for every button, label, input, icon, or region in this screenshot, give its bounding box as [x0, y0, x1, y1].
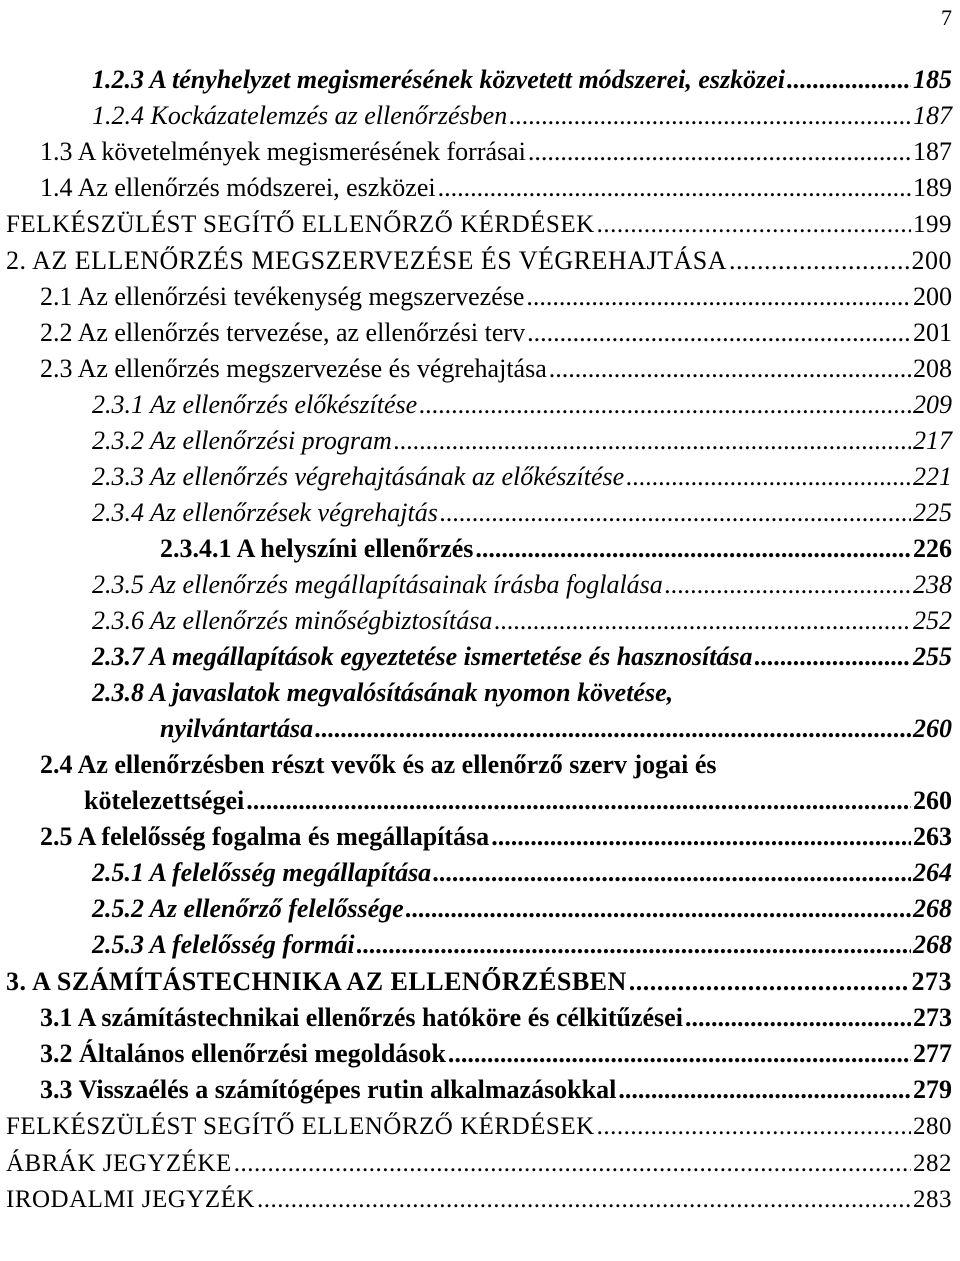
- toc-entry-label: 3. A SZÁMÍTÁSTECHNIKA AZ ELLENŐRZÉSBEN: [6, 967, 627, 996]
- toc-entry-label: 1.3 A követelmények megismerésének forrásai: [40, 137, 526, 166]
- toc-entry-2-3-8[interactable]: [160, 711, 952, 747]
- toc-leader-dots: [440, 495, 911, 531]
- toc-leader-dots: [549, 351, 911, 387]
- toc-leader-dots: [729, 243, 910, 279]
- toc-leader-dots: [419, 387, 911, 423]
- toc-entry-page: 217: [913, 426, 952, 455]
- toc-entry-label: 3.1 A számítástechnikai ellenőrzés hatóköre és célkitűzései: [40, 1003, 683, 1032]
- toc-leader-dots: [618, 1072, 911, 1108]
- toc-entry-label: 2.5.2 Az ellenőrző felelőssége: [92, 894, 404, 923]
- toc-entry-review-questions-1[interactable]: [6, 207, 952, 243]
- toc-entry-page: 273: [913, 1003, 952, 1032]
- toc-entry-2-3-4[interactable]: [92, 495, 952, 531]
- toc-leader-dots: [246, 783, 911, 819]
- toc-entry-2-4[interactable]: [84, 783, 952, 819]
- toc-leader-dots: [527, 315, 911, 351]
- toc-entry-1-2-3[interactable]: [92, 62, 952, 98]
- toc-entry-page: 185: [913, 65, 952, 94]
- toc-entry-label: 2.3.4 Az ellenőrzések végrehajtás: [92, 498, 438, 527]
- toc-entry-label: 1.2.3 A tényhelyzet megismerésének közvetett módszerei, eszközei: [92, 65, 785, 94]
- toc-entry-page: 263: [913, 822, 952, 851]
- toc-entry-2-3[interactable]: [40, 351, 952, 387]
- toc-entry-page: 252: [913, 606, 952, 635]
- toc-entry-label: 2.3.6 Az ellenőrzés minőségbiztosítása: [92, 606, 493, 635]
- toc-entry-label: 2.3.4.1 A helyszíni ellenőrzés: [160, 534, 474, 563]
- toc-entry-label: ÁBRÁK JEGYZÉKE: [6, 1150, 232, 1177]
- toc-entry-2-2[interactable]: [40, 315, 952, 351]
- toc-entry-page: 260: [913, 714, 952, 743]
- toc-leader-dots: [433, 855, 911, 891]
- toc-entry-page: 238: [913, 570, 952, 599]
- toc-leader-dots: [626, 459, 911, 495]
- toc-entry-page: 277: [913, 1039, 952, 1068]
- toc-entry-page: 255: [913, 642, 952, 671]
- toc-entry-page: 208: [913, 354, 952, 383]
- toc-entry-2-3-4-1[interactable]: [160, 531, 952, 567]
- toc-leader-dots: [257, 1182, 911, 1218]
- toc-entry-label: 2.5 A felelősség fogalma és megállapítása: [40, 822, 490, 851]
- toc-leader-dots: [475, 531, 911, 567]
- toc-leader-dots: [685, 1000, 911, 1036]
- toc-leader-dots: [597, 207, 911, 243]
- toc-entry-label: 2.3.3 Az ellenőrzés végrehajtásának az előkészítése: [92, 462, 625, 491]
- toc-entry-page: 189: [913, 173, 952, 202]
- toc-entry-3-2[interactable]: [40, 1036, 952, 1072]
- toc-leader-dots: [357, 927, 911, 963]
- toc-entry-2-3-6[interactable]: [92, 603, 952, 639]
- toc-entry-page: 201: [913, 318, 952, 347]
- toc-entry-3-1[interactable]: [40, 1000, 952, 1036]
- page-number: 7: [941, 5, 952, 30]
- toc-leader-dots: [755, 639, 911, 675]
- toc-entry-label: IRODALMI JEGYZÉK: [6, 1186, 255, 1213]
- toc-leader-dots: [491, 819, 911, 855]
- toc-entry-page: 209: [913, 390, 952, 419]
- toc-entry-label: 2.5.3 A felelősség formái: [92, 930, 355, 959]
- toc-entry-label: 2.1 Az ellenőrzési tevékenység megszervezése: [40, 282, 525, 311]
- toc-leader-dots: [234, 1146, 911, 1182]
- toc-entry-label: 2.5.1 A felelősség megállapítása: [92, 858, 432, 887]
- toc-entry-2-3-7[interactable]: [92, 639, 952, 675]
- toc-leader-dots: [509, 98, 911, 134]
- toc-entry-page: 282: [913, 1150, 952, 1177]
- toc-leader-dots: [394, 423, 911, 459]
- toc-leader-dots: [406, 891, 911, 927]
- toc-leader-dots: [597, 1109, 911, 1145]
- toc-leader-dots: [629, 964, 910, 1000]
- toc-entry-2-4-first-line: 2.4 Az ellenőrzésben részt vevők és az ellenőrző szerv jogai és: [40, 750, 717, 779]
- toc-entry-page: 200: [911, 246, 952, 275]
- toc-entry-bibliography[interactable]: [6, 1182, 952, 1218]
- toc-entry-2-3-3[interactable]: [92, 459, 952, 495]
- toc-entry-2-5-1[interactable]: [92, 855, 952, 891]
- toc-entry-figures-list[interactable]: [6, 1146, 952, 1182]
- toc-entry-page: 260: [913, 786, 952, 815]
- toc-entry-page: 268: [913, 930, 952, 959]
- toc-entry-label: 2.3.7 A megállapítások egyeztetése ismertetése és hasznosítása: [92, 642, 753, 671]
- toc-entry-page: 200: [913, 282, 952, 311]
- toc-entry-page: 187: [913, 101, 952, 130]
- toc-entry-page: 225: [913, 498, 952, 527]
- toc-entry-label: 3.2 Általános ellenőrzési megoldások: [40, 1039, 446, 1068]
- toc-leader-dots: [494, 603, 911, 639]
- toc-entry-label: 2.3.5 Az ellenőrzés megállapításainak írásba foglalása: [92, 570, 663, 599]
- toc-entry-2-5[interactable]: [40, 819, 952, 855]
- toc-entry-chapter-2[interactable]: [6, 243, 952, 279]
- toc-entry-label: 1.4 Az ellenőrzés módszerei, eszközei: [40, 173, 436, 202]
- toc-entry-label: 2.3.2 Az ellenőrzési program: [92, 426, 392, 455]
- toc-entry-label: FELKÉSZÜLÉST SEGÍTŐ ELLENŐRZŐ KÉRDÉSEK: [6, 211, 595, 238]
- toc-entry-3-3[interactable]: [40, 1072, 952, 1108]
- toc-entry-2-5-2[interactable]: [92, 891, 952, 927]
- toc-entry-1-4[interactable]: [40, 170, 952, 206]
- toc-entry-chapter-3[interactable]: [6, 964, 952, 1000]
- toc-entry-label: 1.2.4 Kockázatelemzés az ellenőrzésben: [92, 101, 508, 130]
- toc-entry-page: 187: [913, 137, 952, 166]
- toc-leader-dots: [665, 567, 911, 603]
- toc-entry-2-1[interactable]: [40, 279, 952, 315]
- toc-entry-2-3-2[interactable]: [92, 423, 952, 459]
- toc-entry-page: 221: [913, 462, 952, 491]
- toc-entry-label: 2. AZ ELLENŐRZÉS MEGSZERVEZÉSE ÉS VÉGREHAJTÁSA: [6, 246, 727, 275]
- toc-entry-2-3-5[interactable]: [92, 567, 952, 603]
- toc-leader-dots: [526, 279, 911, 315]
- toc-leader-dots: [448, 1036, 911, 1072]
- toc-entry-page: 280: [913, 1113, 952, 1140]
- toc-entry-page: 264: [913, 858, 952, 887]
- toc-entry-1-2-4[interactable]: [92, 98, 952, 134]
- toc-entry-2-3-8-first-line: 2.3.8 A javaslatok megvalósításának nyomon követése,: [92, 678, 674, 707]
- toc-entry-page: 226: [913, 534, 952, 563]
- toc-entry-2-3-1[interactable]: [92, 387, 952, 423]
- toc-entry-label: 2.3 Az ellenőrzés megszervezése és végrehajtása: [40, 354, 547, 383]
- toc-entry-page: 279: [913, 1075, 952, 1104]
- toc-entry-page: 283: [913, 1186, 952, 1213]
- toc-entry-review-questions-2[interactable]: [6, 1109, 952, 1145]
- toc-entry-label: 2.3.1 Az ellenőrzés előkészítése: [92, 390, 418, 419]
- toc-entry-1-3[interactable]: [40, 134, 952, 170]
- toc-entry-label: 2.2 Az ellenőrzés tervezése, az ellenőrzési terv: [40, 318, 526, 347]
- toc-leader-dots: [438, 170, 911, 206]
- toc-entry-page: 273: [911, 967, 952, 996]
- toc-entry-label: kötelezettségei: [84, 786, 245, 815]
- toc-leader-dots: [315, 711, 911, 747]
- toc-entry-2-5-3[interactable]: [92, 927, 952, 963]
- toc-entry-label: nyilvántartása: [160, 714, 314, 743]
- toc-leader-dots: [787, 62, 911, 98]
- toc-entry-page: 268: [913, 894, 952, 923]
- toc-entry-page: 199: [913, 211, 952, 238]
- toc-entry-label: FELKÉSZÜLÉST SEGÍTŐ ELLENŐRZŐ KÉRDÉSEK: [6, 1113, 595, 1140]
- toc-entry-label: 3.3 Visszaélés a számítógépes rutin alkalmazásokkal: [40, 1075, 617, 1104]
- toc-leader-dots: [528, 134, 911, 170]
